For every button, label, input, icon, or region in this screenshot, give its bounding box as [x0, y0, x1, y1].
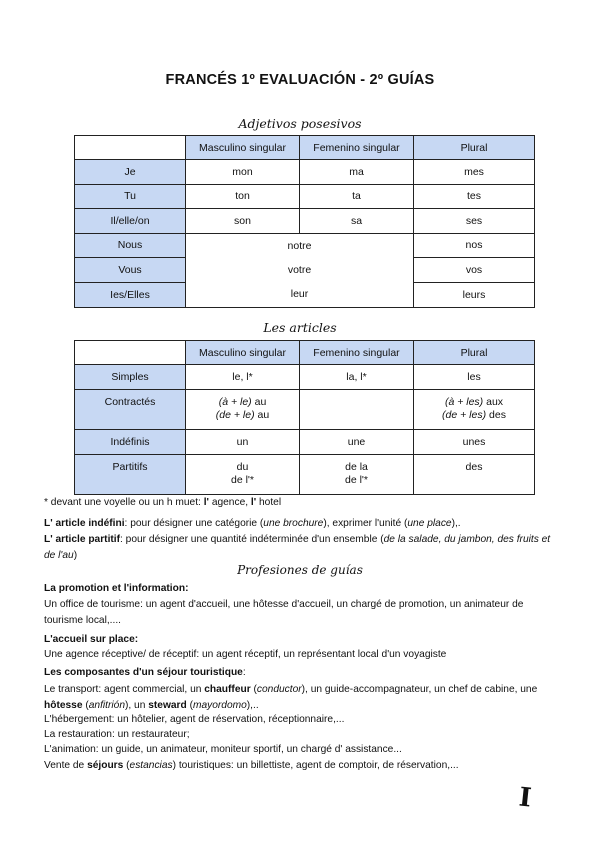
table-row: [75, 455, 535, 495]
partitive-line: de la: [345, 461, 368, 473]
table-row: [75, 390, 535, 430]
contraction-line: (à + les) aux: [444, 396, 504, 408]
table-row: [75, 233, 535, 258]
cell-masc: le, l*: [186, 365, 300, 390]
partitif-definition: L' article partitif: pour désigner une quantité indéterminée d'un ensemble (de la salade, du jambon, des fruits et de l'au): [44, 534, 551, 561]
promotion-title: La promotion et l'information:: [44, 583, 189, 594]
restauration-text: La restauration: un restaurateur;: [44, 729, 190, 740]
animation-text: L'animation: un guide, un animateur, moniteur sportif, un chargé d' assistance...: [44, 744, 402, 755]
table-row: [75, 365, 535, 390]
partitive-line: de l'*: [344, 474, 369, 486]
row-label: Tu: [75, 184, 186, 208]
partitive-line: du: [236, 461, 249, 473]
table-row: [75, 430, 535, 455]
cell-plural: les: [414, 365, 535, 390]
indefini-definition: L' article indéfini: pour désigner une catégorie (une brochure), exprimer l'unité (une place),.: [44, 518, 461, 529]
shared-form: leur: [290, 288, 309, 301]
cell-masc: ton: [186, 184, 300, 208]
header-plural: Plural: [414, 136, 535, 160]
empty-header-cell: [75, 136, 186, 160]
articles-heading: Les articles: [263, 320, 337, 335]
cell-masc: son: [186, 209, 300, 233]
possessives-heading: Adjetivos posesivos: [238, 116, 362, 131]
header-masculine: Masculino singular: [186, 341, 300, 365]
table-header-row: [75, 341, 535, 365]
cell-masc: [186, 455, 300, 495]
header-feminine: Femenino singular: [300, 136, 414, 160]
row-label: Il/elle/on: [75, 209, 186, 233]
cell-masc: mon: [186, 160, 300, 184]
cell-masc: un: [186, 430, 300, 455]
cell-plural: leurs: [414, 283, 535, 308]
row-label: Ies/Elles: [75, 283, 186, 308]
row-label: Simples: [75, 365, 186, 390]
cell-plural: unes: [414, 430, 535, 455]
cell-plural: mes: [414, 160, 535, 184]
header-plural: Plural: [414, 341, 535, 365]
contraction-line: (de + les) des: [442, 409, 506, 421]
contraction-line: (à + le) au: [218, 396, 267, 408]
cell-plural: [414, 390, 535, 430]
shared-form: notre: [287, 239, 312, 252]
cell-fem: sa: [300, 209, 414, 233]
table-header-row: [75, 136, 535, 160]
row-label: Je: [75, 160, 186, 184]
cell-masc: [186, 390, 300, 430]
contraction-line: (de + le) au: [215, 409, 270, 421]
table-row: [75, 160, 535, 184]
profesiones-heading: Profesiones de guías: [237, 563, 363, 577]
composantes-title: Les composantes d'un séjour touristique:: [44, 667, 246, 678]
row-label: Contractés: [75, 390, 186, 430]
page-title: FRANCÉS 1º EVALUACIÓN - 2º GUÍAS: [165, 72, 435, 88]
cell-plural: ses: [414, 209, 535, 233]
row-label: Indéfinis: [75, 430, 186, 455]
partitive-line: de l'*: [230, 474, 255, 486]
cell-plural: des: [414, 455, 535, 495]
cell-fem: ta: [300, 184, 414, 208]
transport-text: Le transport: agent commercial, un chauffeur (conductor), un guide-accompagnateur, un chef de cabine, une hôtesse (anfitrión), un steward (mayordomo),..: [44, 684, 538, 711]
page-number-mark: I: [517, 782, 533, 814]
table-row: [75, 184, 535, 208]
footnote: * devant une voyelle ou un h muet: l' agence, l' hotel: [44, 497, 282, 508]
hebergement-text: L'hébergement: un hôtelier, agent de réservation, réceptionnaire,...: [44, 714, 345, 725]
possessives-table: [74, 135, 535, 308]
empty-header-cell: [75, 341, 186, 365]
table-row: [75, 209, 535, 233]
cell-fem: [300, 455, 414, 495]
cell-plural: nos: [414, 233, 535, 258]
row-label: Vous: [75, 258, 186, 283]
header-masculine: Masculino singular: [186, 136, 300, 160]
header-feminine: Femenino singular: [300, 341, 414, 365]
merged-shared-cell: [186, 233, 414, 307]
articles-table: [74, 340, 535, 495]
cell-plural: tes: [414, 184, 535, 208]
vente-text: Vente de séjours (estancias) touristiques: un billettiste, agent de comptoir, de réservation,...: [44, 760, 459, 771]
promotion-text: Un office de tourisme: un agent d'accueil, une hôtesse d'accueil, un chargé de promotion, un animateur de tourisme local,....: [44, 599, 524, 626]
cell-fem: [300, 390, 414, 430]
accueil-text: Une agence réceptive/ de réceptif: un agent réceptif, un représentant local d'un voyagiste: [44, 649, 447, 660]
accueil-title: L'accueil sur place:: [44, 634, 139, 645]
cell-fem: une: [300, 430, 414, 455]
row-label: Partitifs: [75, 455, 186, 495]
cell-plural: vos: [414, 258, 535, 283]
shared-form: votre: [287, 263, 312, 276]
cell-fem: la, l*: [300, 365, 414, 390]
cell-fem: ma: [300, 160, 414, 184]
row-label: Nous: [75, 233, 186, 258]
